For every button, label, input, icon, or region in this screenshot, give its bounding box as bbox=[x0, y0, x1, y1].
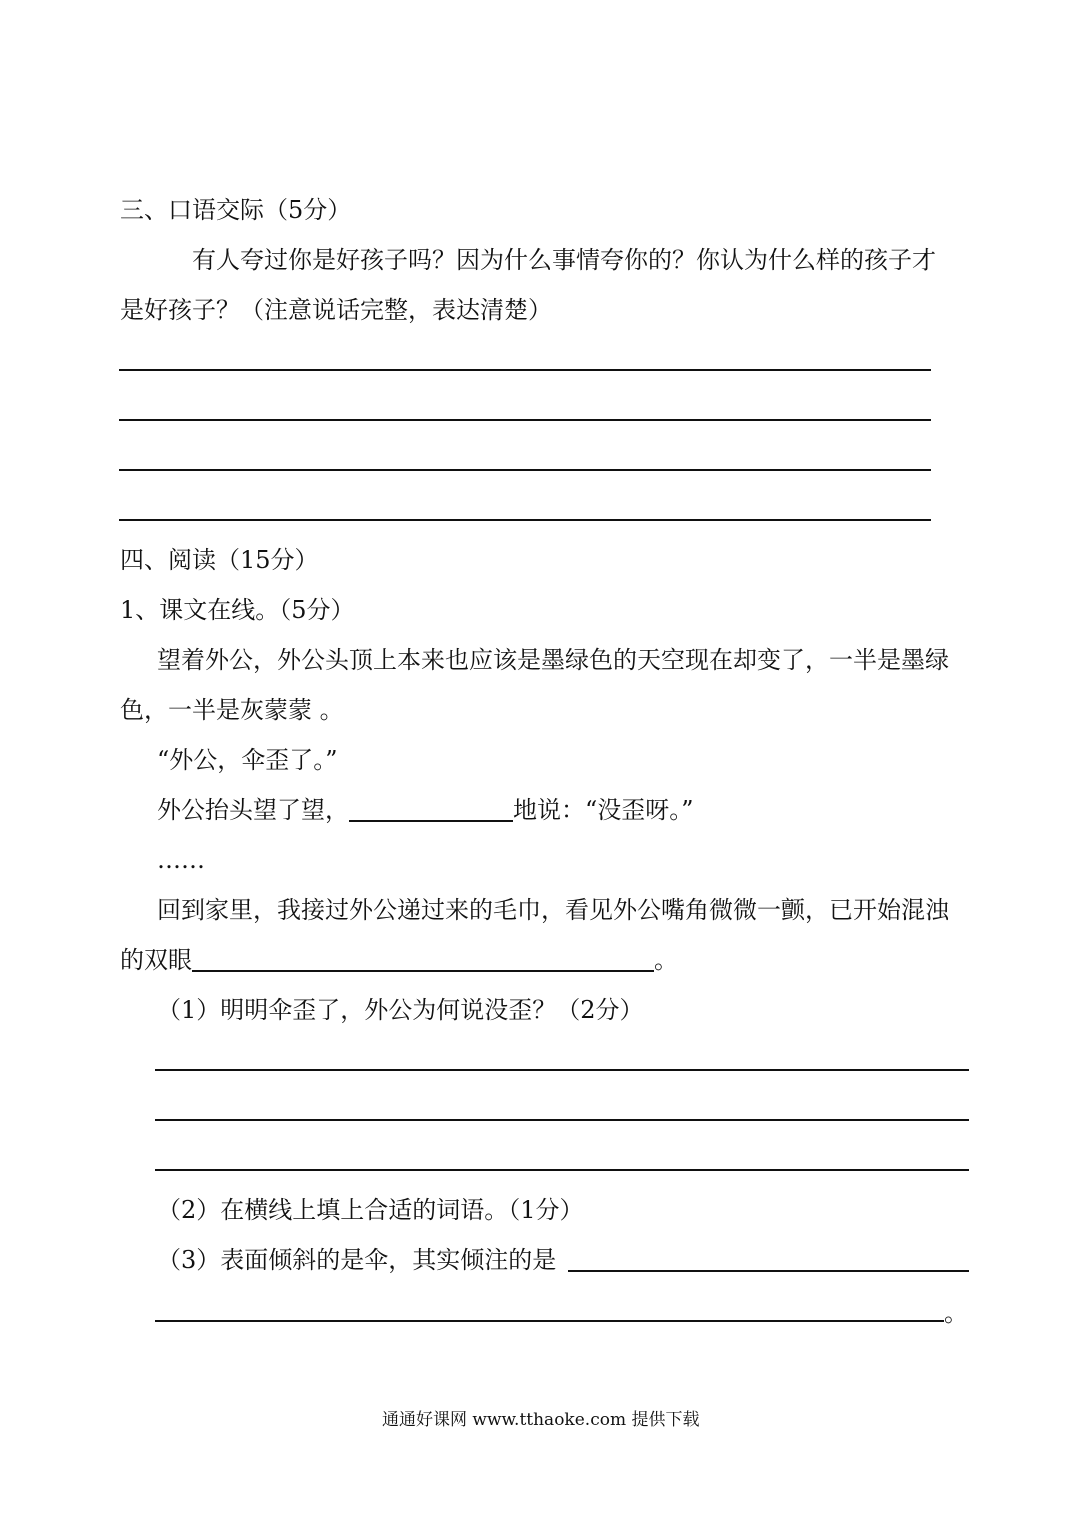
passage-line-3 bbox=[157, 795, 694, 825]
question-3: （3）表面倾斜的是伞，其实倾注的是 bbox=[157, 1246, 557, 1274]
answer-line[interactable] bbox=[119, 519, 931, 521]
passage-line-5 bbox=[120, 945, 678, 975]
answer-line[interactable] bbox=[155, 1069, 969, 1071]
line-5-after: 。 bbox=[654, 946, 678, 974]
line-5-before: 的双眼 bbox=[120, 946, 192, 974]
answer-line[interactable] bbox=[568, 1270, 969, 1272]
footer-text: 通通好课网 www.tthaoke.com 提供下载 bbox=[382, 1410, 700, 1430]
fill-blank-adverb[interactable] bbox=[349, 796, 513, 822]
fill-blank-eyes[interactable] bbox=[192, 946, 654, 972]
ellipsis: …… bbox=[157, 846, 205, 874]
question-2: （2）在横线上填上合适的词语。（1分） bbox=[157, 1196, 584, 1224]
part-1-title: 1、课文在线。（5分） bbox=[120, 596, 355, 624]
section-3-heading: 三、口语交际（5分） bbox=[120, 196, 352, 224]
answer-line[interactable] bbox=[119, 469, 931, 471]
line-3-before: 外公抬头望了望， bbox=[157, 796, 349, 824]
answer-line[interactable] bbox=[119, 369, 931, 371]
line-3-after: 地说：“没歪呀。” bbox=[513, 796, 694, 824]
section-4-heading: 四、阅读（15分） bbox=[120, 546, 319, 574]
answer-line[interactable] bbox=[155, 1169, 969, 1171]
passage-line-4: 回到家里，我接过外公递过来的毛巾，看见外公嘴角微微一颤，已开始混浊 bbox=[157, 896, 949, 924]
quote-line: “外公，伞歪了。” bbox=[157, 746, 338, 774]
question-3-end: 。 bbox=[944, 1299, 968, 1327]
answer-line[interactable] bbox=[119, 419, 931, 421]
answer-line[interactable] bbox=[155, 1320, 944, 1322]
passage-line-2: 色，一半是灰蒙蒙 。 bbox=[120, 696, 344, 724]
section-3-prompt-line-2: 是好孩子？（注意说话完整，表达清楚） bbox=[120, 296, 552, 324]
question-1: （1）明明伞歪了，外公为何说没歪？（2分） bbox=[157, 996, 644, 1024]
answer-line[interactable] bbox=[155, 1119, 969, 1121]
section-3-prompt-line-1: 有人夸过你是好孩子吗？因为什么事情夸你的？你认为什么样的孩子才 bbox=[192, 246, 936, 274]
passage-line-1: 望着外公，外公头顶上本来也应该是墨绿色的天空现在却变了，一半是墨绿 bbox=[157, 646, 949, 674]
